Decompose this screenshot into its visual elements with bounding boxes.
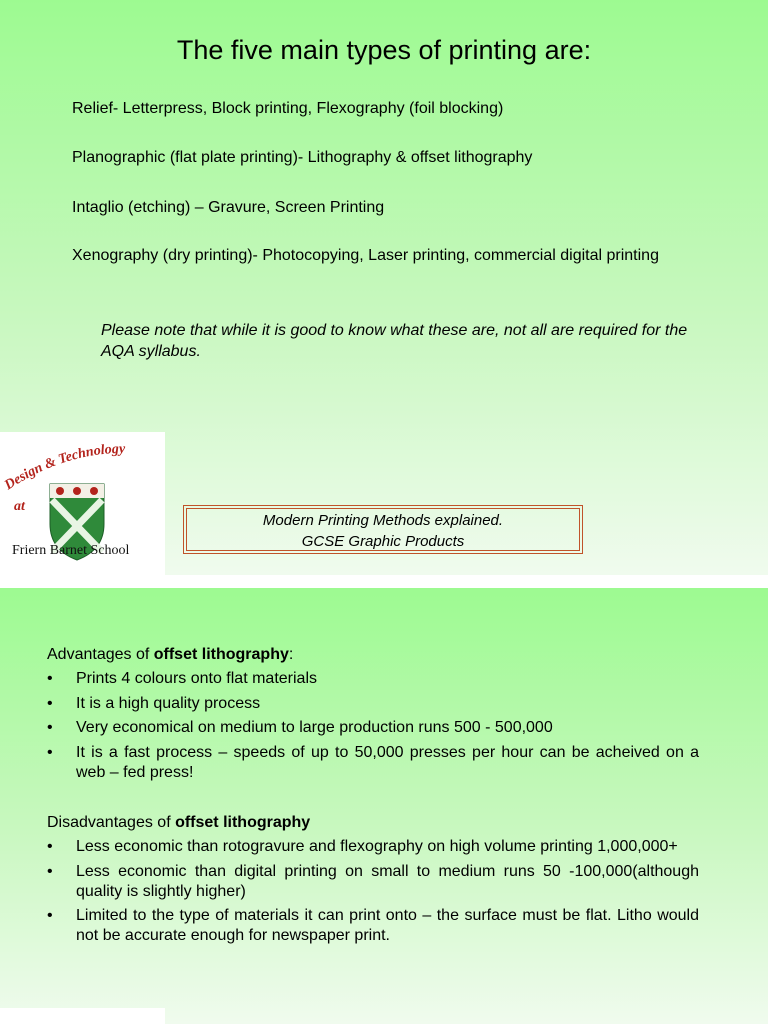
list-item <box>47 694 699 714</box>
disadvantages-heading <box>47 813 310 833</box>
list-item <box>47 718 699 738</box>
list-item <box>47 906 699 946</box>
list-item <box>47 862 699 902</box>
advantage-text: It is a fast process – speeds of up to 50,000 presses per hour can be acheived on a web – fed press! <box>76 743 699 781</box>
advantages-prefix: Advantages of <box>47 646 154 663</box>
printing-type-xenography: Xenography (dry printing)- Photocopying, Laser printing, commercial digital printing <box>72 247 659 264</box>
bullet: • <box>47 719 53 736</box>
caption-line-1: Modern Printing Methods explained. <box>262 512 504 529</box>
printing-type-planographic: Planographic (flat plate printing)- Lithography & offset lithography <box>72 149 533 166</box>
disadvantages-list <box>47 837 699 951</box>
list-item <box>47 837 699 857</box>
bullet: • <box>47 670 53 687</box>
advantage-text: Prints 4 colours onto flat materials <box>76 670 317 687</box>
bullet: • <box>47 862 53 880</box>
advantages-list <box>47 669 699 787</box>
printing-type-relief: Relief- Letterpress, Block printing, Flexography (foil blocking) <box>72 100 504 117</box>
logo-arc-textpath: Design & Technology <box>2 441 126 494</box>
disadvantage-text: Limited to the type of materials it can print onto – the surface must be flat. Litho would not be accurate enough for newspaper print. <box>76 907 699 944</box>
bullet: • <box>47 743 53 761</box>
advantages-bold: offset lithography <box>153 646 289 663</box>
bullet: • <box>47 838 53 855</box>
bullet: • <box>47 907 53 924</box>
bullet: • <box>47 694 53 712</box>
advantage-text: Very economical on medium to large production runs 500 - 500,000 <box>76 719 553 736</box>
advantages-suffix: : <box>288 646 294 663</box>
advantages-heading <box>47 645 293 665</box>
printing-type-intaglio: Intaglio (etching) – Gravure, Screen Printing <box>72 199 385 216</box>
disadvantages-prefix: Disadvantages of <box>47 814 176 831</box>
slide-title: The five main types of printing are: <box>176 35 592 65</box>
caption-line-2: GCSE Graphic Products <box>301 533 465 550</box>
logo-at-text: at <box>14 499 25 514</box>
disadvantage-text: Less economic than digital printing on small to medium runs 50 -100,000(although quality is slightly higher) <box>76 862 699 900</box>
logo-school-name: Friern Barnet School <box>12 543 130 558</box>
partial-logo-strip <box>0 1008 165 1024</box>
disadvantage-text: Less economic than rotogravure and flexography on high volume printing 1,000,000+ <box>76 838 678 855</box>
list-item <box>47 743 699 783</box>
list-item <box>47 669 699 689</box>
caption-box <box>183 505 583 554</box>
disadvantages-bold: offset lithography <box>175 814 311 831</box>
syllabus-note: Please note that while it is good to know what these are, not all are required for the AQA syllabus. <box>101 322 688 360</box>
advantage-text: It is a high quality process <box>76 694 261 712</box>
